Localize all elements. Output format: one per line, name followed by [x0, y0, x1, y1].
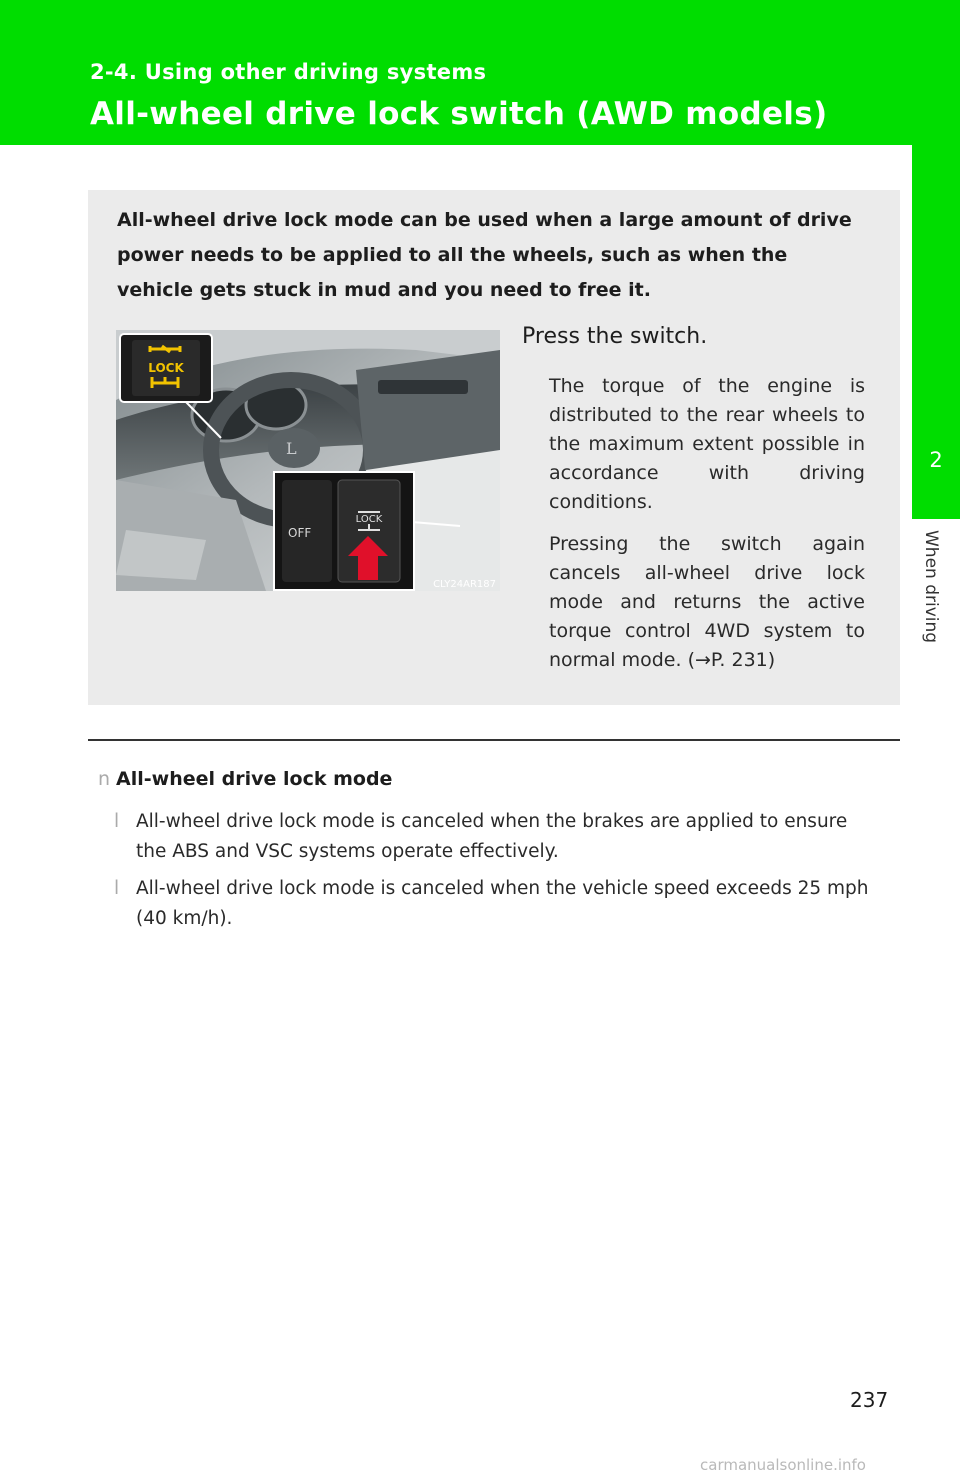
list-item-text: All-wheel drive lock mode is canceled when the vehicle speed exceeds 25 mph (40 km/h).: [136, 878, 869, 929]
note-heading-text: All-wheel drive lock mode: [116, 768, 393, 790]
dashboard-photo: [116, 330, 500, 591]
list-item-text: All-wheel drive lock mode is canceled when the brakes are applied to ensure the ABS and VSC systems operate effectively.: [136, 811, 848, 862]
list-item: [114, 874, 880, 934]
inset-lock-label: LOCK: [148, 361, 184, 375]
dashboard-illustration: [116, 330, 500, 591]
page-number: 237: [850, 1388, 889, 1412]
chapter-number: 2: [929, 448, 943, 472]
lock-switch-label: LOCK: [355, 514, 383, 525]
cancel-description: Pressing the switch again cancels all-wheel drive lock mode and returns the active torque control 4WD system to normal mode. (→P. 231): [549, 533, 865, 671]
torque-description: The torque of the engine is distributed to the rear wheels to the maximum extent possible in accordance with driving conditions.: [549, 375, 865, 513]
chapter-tab[interactable]: [912, 145, 960, 519]
section-label: 2-4. Using other driving systems: [90, 60, 487, 84]
image-code: CLY24AR187: [433, 579, 496, 590]
page-title: All-wheel drive lock switch (AWD models): [90, 96, 828, 132]
list-item: [114, 807, 880, 867]
note-heading: [98, 768, 392, 790]
off-switch-label: OFF: [288, 526, 312, 540]
instruction-text: Press the switch.: [522, 324, 708, 349]
bullet-icon: l: [114, 811, 120, 832]
intro-text: All-wheel drive lock mode can be used when a large amount of drive power needs to be applied to all the wheels, such as when the vehicle gets stuck in mud and you need to free it.: [117, 209, 852, 301]
svg-text:L: L: [286, 439, 297, 458]
section-divider: [88, 739, 900, 741]
bullet-icon: l: [114, 878, 120, 899]
watermark[interactable]: carmanualsonline.info: [700, 1456, 866, 1474]
square-bullet-icon: n: [98, 768, 111, 790]
chapter-label: When driving: [921, 530, 941, 644]
